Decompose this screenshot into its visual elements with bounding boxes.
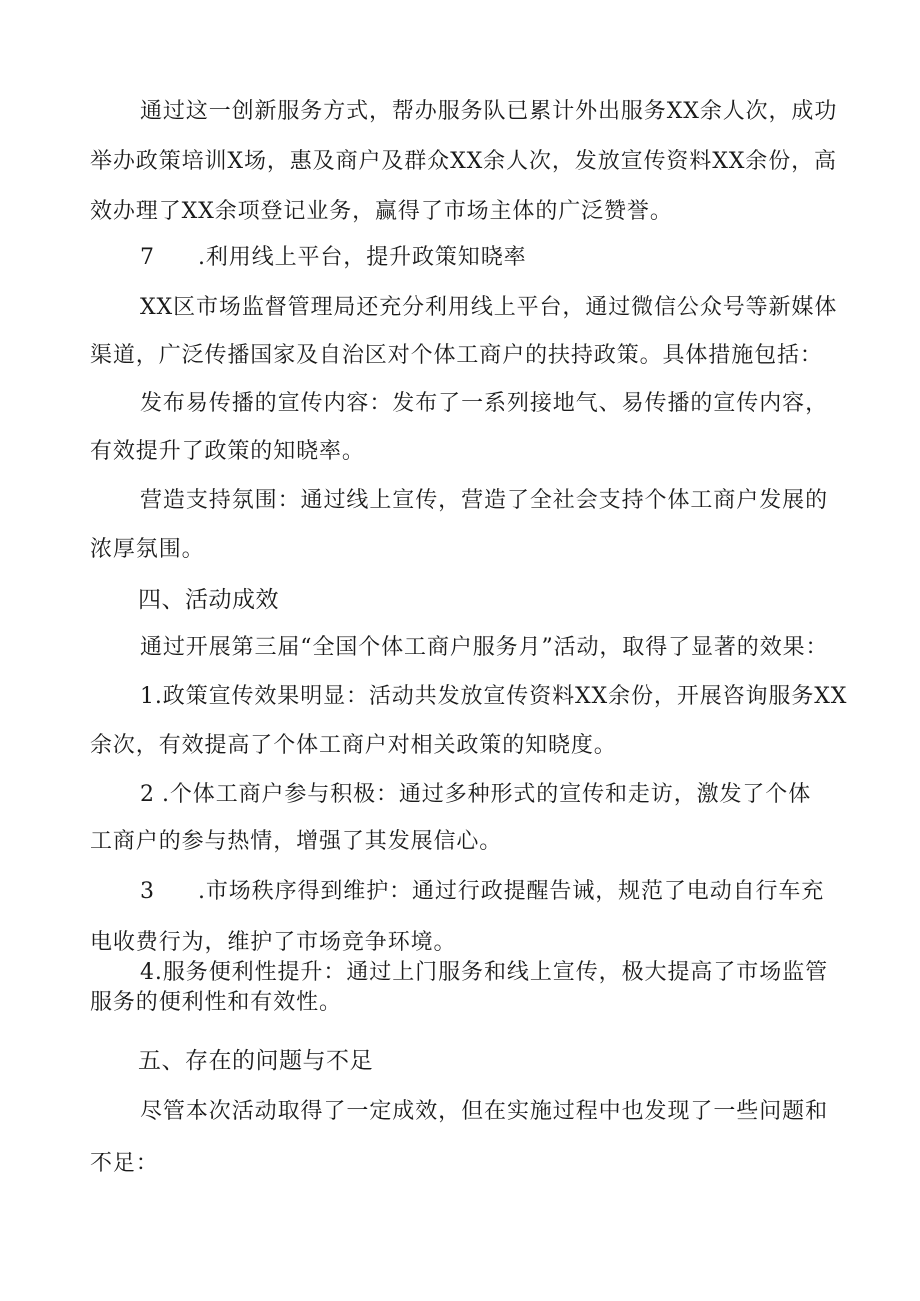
- section-4-item-3-text: .市场秩序得到维护：通过行政提醒告诫，规范了电动自行车充: [198, 879, 825, 904]
- item-7-number: 7: [140, 245, 155, 270]
- item-7-text: .利用线上平台，提升政策知晓率: [198, 245, 527, 270]
- section-4-intro: 通过开展第三届“全国个体工商户服务月”活动，取得了显著的效果：: [140, 635, 829, 660]
- paragraph-service-line-3: 效办理了XX余项登记业务，赢得了市场主体的广泛赞誉。: [90, 199, 673, 224]
- section-4-item-2-line-1: [140, 780, 880, 810]
- section-4-item-2-number: 2: [140, 782, 155, 807]
- section-4-heading: 四、活动成效: [138, 587, 279, 613]
- paragraph-service-line-2: 举办政策培训X场，惠及商户及群众XX余人次，发放宣传资料XX余份，高: [90, 149, 837, 174]
- section-4-item-3-number: 3: [140, 879, 155, 904]
- paragraph-publish-line-2: 有效提升了政策的知晓率。: [90, 439, 365, 464]
- section-4-item-1-line-1: 1.政策宣传效果明显：活动共发放宣传资料XX余份，开展咨询服务XX: [140, 684, 848, 709]
- section-4-item-2-line-2: 工商户的参与热情，增强了其发展信心。: [90, 829, 503, 854]
- section-4-item-4-line-1: 4.服务便利性提升：通过上门服务和线上宣传，极大提高了市场监管: [140, 960, 828, 985]
- paragraph-atmosphere-line-2: 浓厚氛围。: [90, 537, 205, 562]
- section-4-item-1-line-2: 余次，有效提高了个体工商户对相关政策的知晓度。: [90, 733, 617, 758]
- section-5-heading: 五、存在的问题与不足: [138, 1048, 373, 1074]
- section-4-item-3-line-1: [140, 877, 880, 907]
- section-4-item-2-text: .个体工商户参与积极：通过多种形式的宣传和走访，激发了个体: [162, 782, 812, 807]
- section-5-intro-line-1: 尽管本次活动取得了一定成效，但在实施过程中也发现了一些问题和: [140, 1099, 828, 1124]
- paragraph-atmosphere-line-1: 营造支持氛围：通过线上宣传，营造了全社会支持个体工商户发展的: [140, 488, 828, 513]
- paragraph-online-line-1: XX区市场监督管理局还充分利用线上平台，通过微信公众号等新媒体: [140, 295, 838, 320]
- section-5-intro-line-2: 不足：: [90, 1151, 159, 1176]
- paragraph-publish-line-1: 发布易传播的宣传内容：发布了一系列接地气、易传播的宣传内容，: [140, 391, 828, 416]
- paragraph-online-line-2: 渠道，广泛传播国家及自治区对个体工商户的扶持政策。具体措施包括：: [90, 343, 823, 368]
- item-7-title: [140, 243, 880, 273]
- paragraph-service-line-1: 通过这一创新服务方式，帮办服务队已累计外出服务XX余人次，成功: [140, 99, 838, 124]
- section-4-item-4-line-2: 服务的便利性和有效性。: [90, 990, 342, 1015]
- section-4-item-3-line-2: 电收费行为，维护了市场竞争环境。: [90, 930, 457, 955]
